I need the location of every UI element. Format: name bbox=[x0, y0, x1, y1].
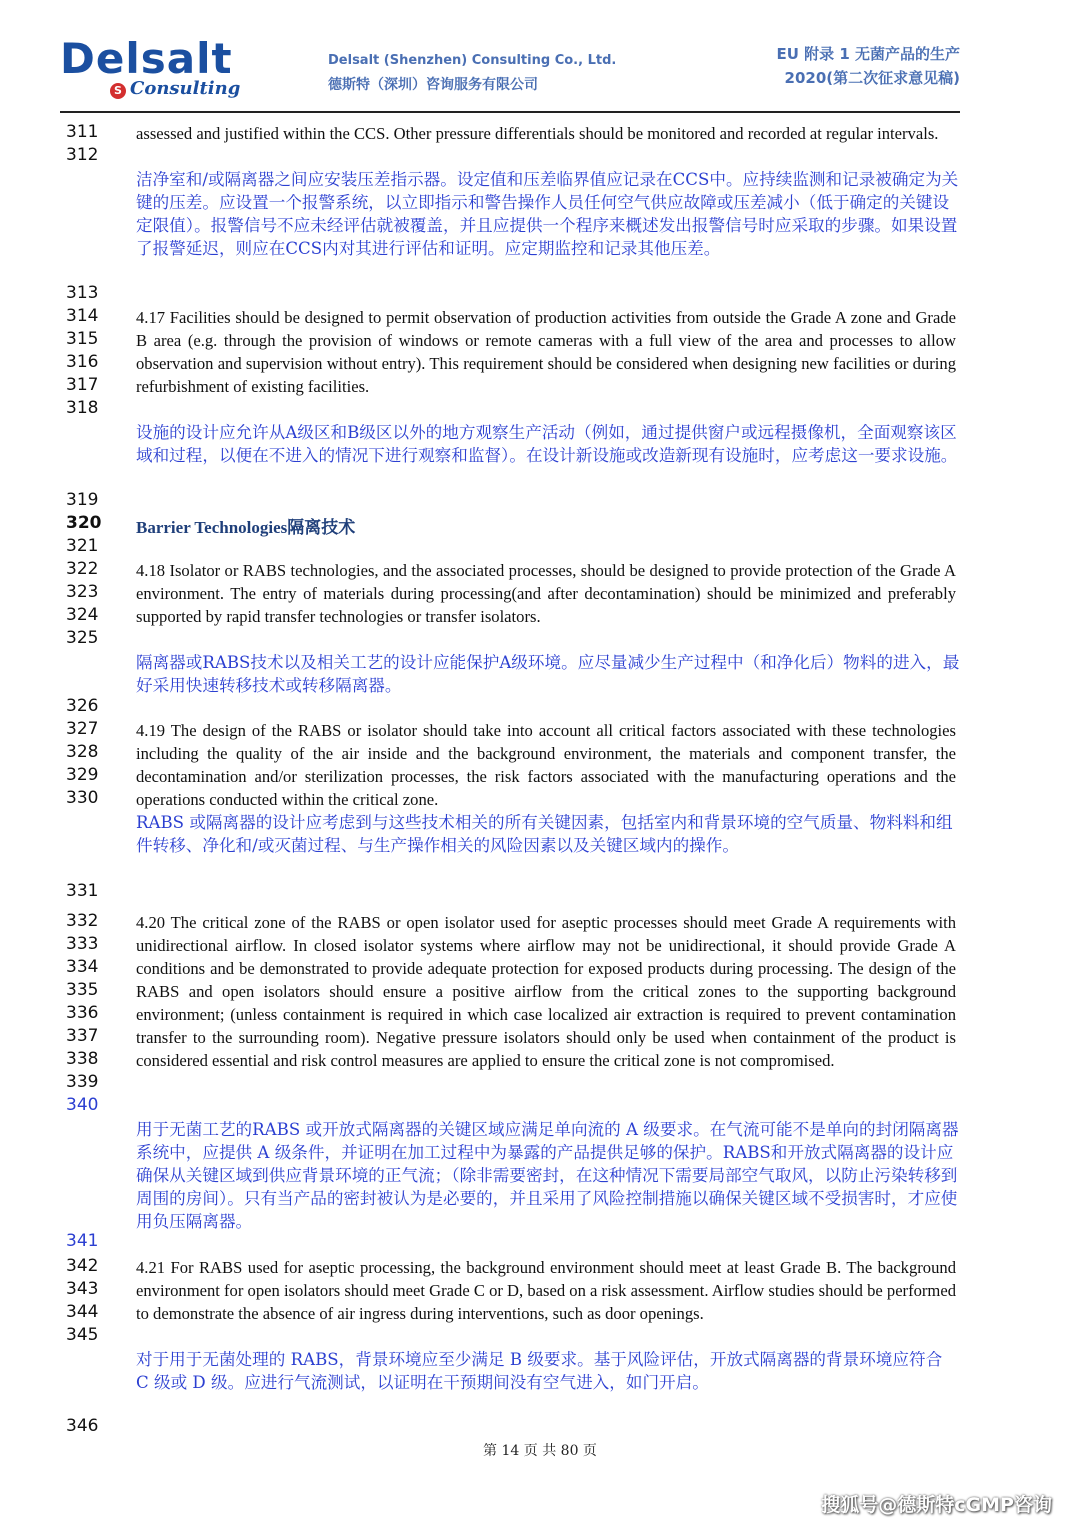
line-number: 320 bbox=[66, 513, 102, 533]
line-number: 326 bbox=[66, 696, 99, 716]
paragraph-4-20-cn: 用于无菌工艺的RABS 或开放式隔离器的关键区域应满足单向流的 A 级要求。在气流可能不是单向的封闭隔离器系统中，应提供 A 级条件，并证明在加工过程中为暴露的产品提供足够的保护。RABS和开放式隔离器的设计应确保从关键区域到供应背景环境的正气流；（除非需要密封，在这种情况下需要局部空气取风，以防止污染转移到周围的房间）。只有当产品的密封被认为是必要的，并且采用了风险控制措施以确保关键区域不受损害时，才应使用负压隔离器。 bbox=[136, 1120, 959, 1231]
line-number: 314 bbox=[66, 306, 99, 326]
line-number: 344 bbox=[66, 1302, 99, 1322]
paragraph-4-18-en: 4.18 Isolator or RABS technologies, and the associated processes, should be designed to provide protection of the Grade A environment. The entry of materials during processing(and after decontamination) should be minimized and preferably supported by rapid transfer technologies or transfer isolators. bbox=[136, 561, 956, 626]
line-number: 341 bbox=[66, 1231, 99, 1251]
line-number: 346 bbox=[66, 1416, 99, 1436]
line-number: 335 bbox=[66, 980, 99, 1000]
header-divider bbox=[60, 111, 960, 113]
line-number: 340 bbox=[66, 1095, 99, 1115]
paragraph-4-16-en-tail: assessed and justified within the CCS. Other pressure differentials should be monitored and recorded at regular intervals. bbox=[136, 124, 939, 143]
line-number: 338 bbox=[66, 1049, 99, 1069]
line-number: 322 bbox=[66, 559, 99, 579]
line-number: 339 bbox=[66, 1072, 99, 1092]
line-number: 342 bbox=[66, 1256, 99, 1276]
line-number: 334 bbox=[66, 957, 99, 977]
paragraph-4-19-cn: RABS 或隔离器的设计应考虑到与这些技术相关的所有关键因素，包括室内和背景环境的空气质量、物料料和组件转移、净化和/或灭菌过程、与生产操作相关的风险因素以及关键区域内的操作。 bbox=[136, 813, 953, 855]
paragraph-4-16-cn: 洁净室和/或隔离器之间应安装压差指示器。设定值和压差临界值应记录在CCS中。应持续监测和记录被确定为关键的压差。应设置一个报警系统，以立即指示和警告操作人员任何空气供应故障或压差减小（低于确定的关键设定限值）。报警信号不应未经评估就被覆盖，并且应提供一个程序来概述发出报警信号时应采取的步骤。如果设置了报警延迟，则应在CCS内对其进行评估和证明。应定期监控和记录其他压差。 bbox=[136, 170, 959, 258]
line-number: 318 bbox=[66, 398, 99, 418]
line-number: 328 bbox=[66, 742, 99, 762]
paragraph-4-18-cn: 隔离器或RABS技术以及相关工艺的设计应能保护A级环境。应尽量减少生产过程中（和净化后）物料的进入，最好采用快速转移技术或转移隔离器。 bbox=[136, 653, 960, 695]
line-number: 313 bbox=[66, 283, 99, 303]
line-number: 321 bbox=[66, 536, 99, 556]
paragraph-4-19-en: 4.19 The design of the RABS or isolator should take into account all critical factors associated with these technologies including the quality of the air inside and the background environment, the materials and component transfer, the decontamination and/or sterilization processes, the risk factors associated with the manufacturing operations and the operations conducted within the critical zone. bbox=[136, 721, 956, 809]
logo-wordmark: Delsalt bbox=[60, 34, 233, 83]
paragraph-4-20-en: 4.20 The critical zone of the RABS or open isolator used for aseptic processes should meet Grade A requirements with unidirectional airflow. In closed isolator systems where airflow may not be unidirectional, it should provide Grade A conditions and be demonstrated to provide adequate protection for exposed products during processing. The design of the RABS and open isolators should ensure a positive airflow from the critical zones to the supporting background environment; (unless containment is required in which case localized air extraction is required to prevent contamination transfer to the surrounding room). Negative pressure isolators should only be used when containment of the product is considered essential and risk control measures are applied to ensure the critical zone is not compromised. bbox=[136, 913, 956, 1070]
line-number: 345 bbox=[66, 1325, 99, 1345]
section-heading-barrier-technologies: Barrier Technologies隔离技术 bbox=[136, 518, 356, 537]
document-title bbox=[776, 42, 960, 90]
document-title-line1: EU 附录 1 无菌产品的生产 bbox=[776, 45, 960, 63]
line-number: 311 bbox=[66, 122, 99, 142]
line-number: 325 bbox=[66, 628, 99, 648]
line-number: 329 bbox=[66, 765, 99, 785]
company-name-en: Delsalt (Shenzhen) Consulting Co., Ltd. bbox=[328, 53, 617, 68]
line-number: 333 bbox=[66, 934, 99, 954]
source-watermark: 搜狐号@德斯特cGMP咨询 bbox=[821, 1494, 1052, 1516]
paragraph-4-21-en: 4.21 For RABS used for aseptic processing, the background environment should meet at least Grade B. The background environment for open isolators should meet Grade C or D, based on a risk assessment. Airflow studies should be performed to demonstrate the absence of air ingress during interventions, such as door openings. bbox=[136, 1258, 956, 1323]
delsalt-logo bbox=[60, 34, 245, 102]
document-title-line2: 2020(第二次征求意见稿) bbox=[784, 69, 960, 87]
line-number: 324 bbox=[66, 605, 99, 625]
logo-s-mark-icon: S bbox=[110, 83, 126, 99]
line-number: 337 bbox=[66, 1026, 99, 1046]
line-number: 330 bbox=[66, 788, 99, 808]
line-number: 336 bbox=[66, 1003, 99, 1023]
line-number: 312 bbox=[66, 145, 99, 165]
company-name-cn: 德斯特（深圳）咨询服务有限公司 bbox=[328, 77, 538, 93]
paragraph-4-21-cn: 对于用于无菌处理的 RABS，背景环境应至少满足 B 级要求。基于风险评估，开放式隔离器的背景环境应符合 C 级或 D 级。应进行气流测试，以证明在干预期间没有空气进入，如门开启。 bbox=[136, 1350, 943, 1392]
line-number: 316 bbox=[66, 352, 99, 372]
line-number: 343 bbox=[66, 1279, 99, 1299]
page-header bbox=[60, 34, 960, 112]
line-number: 319 bbox=[66, 490, 99, 510]
company-name bbox=[328, 48, 616, 98]
logo-subtitle: Consulting bbox=[130, 78, 241, 99]
line-number: 315 bbox=[66, 329, 99, 349]
line-number: 323 bbox=[66, 582, 99, 602]
line-number: 332 bbox=[66, 911, 99, 931]
line-number: 317 bbox=[66, 375, 99, 395]
page-number: 第 14 页 共 80 页 bbox=[483, 1443, 597, 1459]
paragraph-4-17-cn: 设施的设计应允许从A级区和B级区以外的地方观察生产活动（例如，通过提供窗户或远程摄像机，全面观察该区域和过程，以便在不进入的情况下进行观察和监督）。在设计新设施或改造新现有设施时，应考虑这一要求设施。 bbox=[136, 423, 958, 465]
paragraph-4-17-en: 4.17 Facilities should be designed to permit observation of production activities from outside the Grade A zone and Grade B area (e.g. through the provision of windows or remote cameras with a full view of the area and processes to allow observation and supervision without entry). This requirement should be considered when designing new facilities or during refurbishment of existing facilities. bbox=[136, 308, 956, 396]
line-number: 331 bbox=[66, 881, 99, 901]
line-number: 327 bbox=[66, 719, 99, 739]
